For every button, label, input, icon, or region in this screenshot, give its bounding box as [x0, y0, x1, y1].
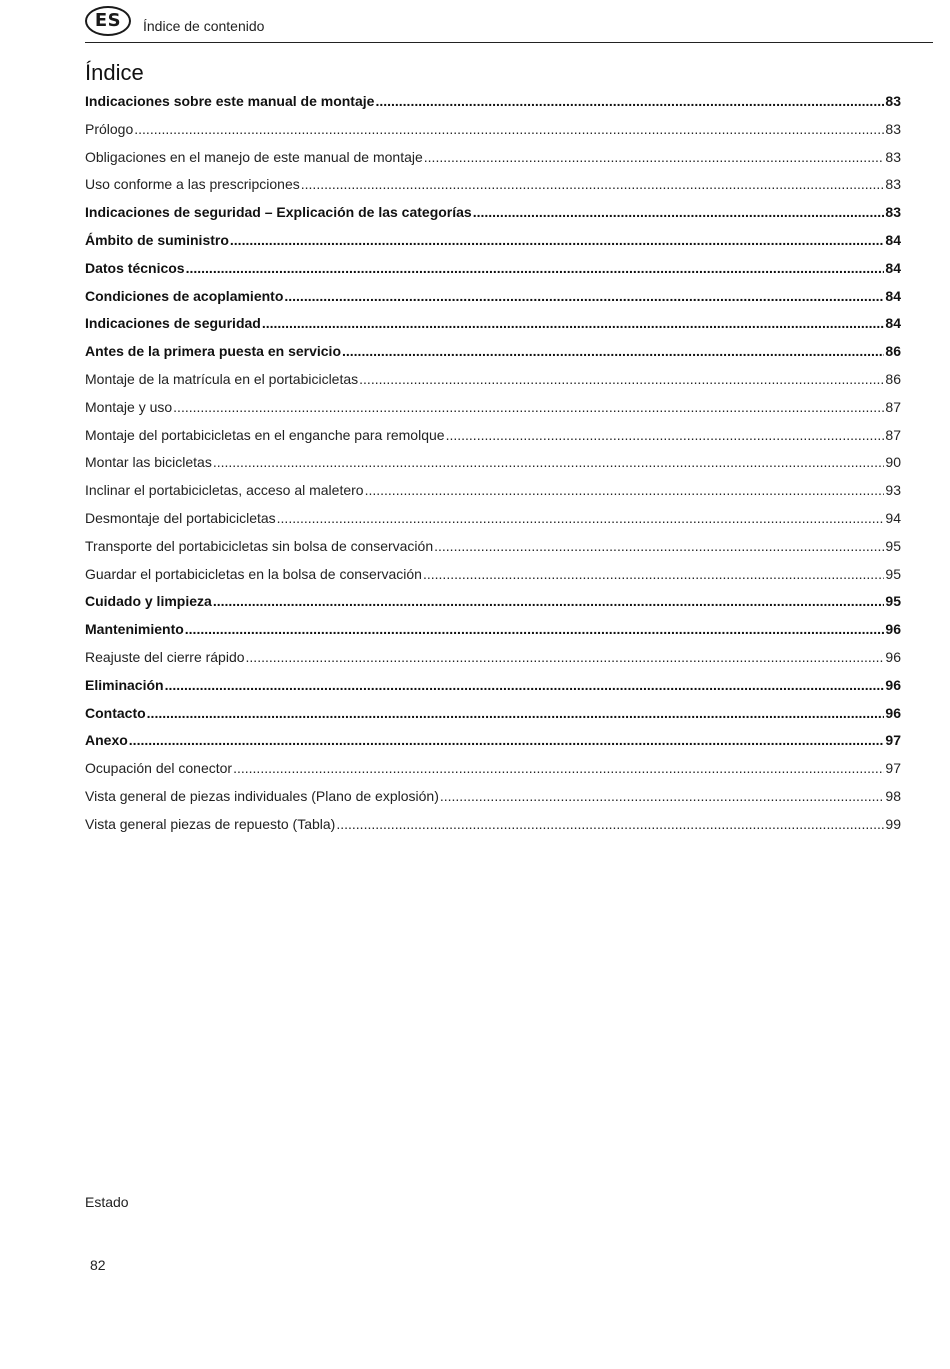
toc-entry-title: Desmontaje del portabicicletas — [85, 509, 276, 526]
toc-entry-title: Ocupación del conector — [85, 760, 233, 777]
toc-entry[interactable] — [85, 561, 901, 589]
dot-leader — [134, 116, 884, 144]
language-badge: ES — [85, 6, 131, 36]
toc-entry[interactable] — [85, 449, 901, 477]
toc-entry-title: Montar las bicicletas — [85, 454, 212, 471]
page-header — [85, 4, 933, 43]
toc-entry[interactable] — [85, 505, 901, 533]
toc-entry[interactable] — [85, 672, 901, 700]
dot-leader — [284, 283, 884, 311]
toc-entry-title: Transporte del portabicicletas sin bolsa de conservación — [85, 537, 434, 554]
toc-entry-page-number: 84 — [885, 287, 901, 304]
toc-entry[interactable] — [85, 338, 901, 366]
dot-leader — [213, 449, 885, 477]
toc-entry[interactable] — [85, 727, 901, 755]
toc-entry[interactable] — [85, 144, 901, 172]
toc-entry-title: Indicaciones de seguridad — [85, 315, 261, 332]
toc-entry[interactable] — [85, 811, 901, 839]
dot-leader — [375, 88, 884, 116]
toc-entry-page-number: 95 — [885, 537, 901, 554]
toc-entry[interactable] — [85, 422, 901, 450]
toc-entry-page-number: 93 — [885, 482, 901, 499]
dot-leader — [147, 700, 885, 728]
toc-entry-title: Cuidado y limpieza — [85, 593, 212, 610]
dot-leader — [336, 811, 884, 839]
toc-entry[interactable] — [85, 644, 901, 672]
dot-leader — [186, 255, 885, 283]
dot-leader — [185, 616, 885, 644]
toc-entry-title: Obligaciones en el manejo de este manual de montaje — [85, 148, 423, 165]
dot-leader — [440, 783, 885, 811]
toc-entry-title: Vista general piezas de repuesto (Tabla) — [85, 815, 336, 832]
toc-entry[interactable] — [85, 477, 901, 505]
toc-entry-title: Indicaciones de seguridad – Explicación de las categorías — [85, 204, 472, 221]
dot-leader — [233, 755, 884, 783]
toc-entry[interactable] — [85, 700, 901, 728]
toc-entry-page-number: 86 — [885, 343, 901, 360]
toc-entry-page-number: 83 — [885, 93, 901, 109]
dot-leader — [246, 644, 885, 672]
toc-entry-page-number: 84 — [885, 259, 901, 276]
toc-entry-title: Anexo — [85, 732, 128, 749]
toc-entry-page-number: 97 — [885, 760, 901, 777]
toc-entry[interactable] — [85, 616, 901, 644]
toc-entry-title: Contacto — [85, 704, 146, 721]
toc-entry-title: Vista general de piezas individuales (Plano de explosión) — [85, 787, 439, 804]
toc-entry-page-number: 96 — [885, 704, 901, 721]
toc-entry-title: Eliminación — [85, 676, 164, 693]
toc-entry[interactable] — [85, 116, 901, 144]
toc-entry-page-number: 84 — [885, 315, 901, 332]
toc-entry-title: Montaje de la matrícula en el portabicicletas — [85, 370, 359, 387]
toc-entry-page-number: 84 — [885, 231, 901, 248]
page-title: Índice — [85, 60, 144, 85]
dot-leader — [434, 533, 884, 561]
toc-entry-page-number: 83 — [885, 120, 901, 137]
dot-leader — [359, 366, 884, 394]
page-number: 82 — [90, 1257, 106, 1273]
dot-leader — [213, 588, 885, 616]
dot-leader — [277, 505, 885, 533]
toc-entry[interactable] — [85, 255, 901, 283]
toc-entry-page-number: 83 — [885, 204, 901, 221]
toc-entry[interactable] — [85, 755, 901, 783]
toc-entry-page-number: 83 — [885, 176, 901, 193]
toc-entry-page-number: 98 — [885, 787, 901, 804]
dot-leader — [262, 310, 885, 338]
toc-entry-page-number: 97 — [885, 732, 901, 749]
dot-leader — [165, 672, 885, 700]
toc-entry[interactable] — [85, 171, 901, 199]
toc-entry-page-number: 95 — [885, 565, 901, 582]
toc-entry-title: Datos técnicos — [85, 259, 185, 276]
toc-entry-page-number: 96 — [885, 621, 901, 638]
toc-entry-title: Guardar el portabicicletas en la bolsa de conservación — [85, 565, 422, 582]
toc-entry-title: Mantenimiento — [85, 621, 184, 638]
dot-leader — [230, 227, 885, 255]
dot-leader — [424, 144, 885, 172]
toc-entry-title: Prólogo — [85, 120, 134, 137]
toc-entry-page-number: 94 — [885, 509, 901, 526]
toc-entry-title: Antes de la primera puesta en servicio — [85, 343, 341, 360]
toc-entry[interactable] — [85, 533, 901, 561]
toc-entry-page-number: 90 — [885, 454, 901, 471]
toc-entry-page-number: 96 — [885, 648, 901, 665]
toc-entry-title: Reajuste del cierre rápido — [85, 648, 245, 665]
dot-leader — [473, 199, 885, 227]
status-label: Estado — [85, 1194, 129, 1210]
toc-entry[interactable] — [85, 310, 901, 338]
toc-entry[interactable] — [85, 199, 901, 227]
dot-leader — [423, 561, 884, 589]
toc-entry-page-number: 87 — [885, 398, 901, 415]
toc-entry-title: Montaje del portabicicletas en el enganche para remolque — [85, 426, 445, 443]
dot-leader — [365, 477, 885, 505]
toc-entry[interactable] — [85, 366, 901, 394]
toc-entry-page-number: 87 — [885, 426, 901, 443]
toc-entry-page-number: 83 — [885, 148, 901, 165]
dot-leader — [129, 727, 885, 755]
toc-entry-page-number: 86 — [885, 370, 901, 387]
toc-entry-title: Condiciones de acoplamiento — [85, 287, 284, 304]
toc-entry-title: Ámbito de suministro — [85, 231, 229, 248]
toc-entry[interactable] — [85, 588, 901, 616]
toc-entry-page-number: 99 — [885, 815, 901, 832]
toc-entry-page-number: 95 — [885, 593, 901, 610]
dot-leader — [173, 394, 884, 422]
header-title: Índice de contenido — [143, 18, 265, 34]
table-of-contents — [85, 88, 901, 839]
dot-leader — [446, 422, 885, 450]
toc-entry-title: Inclinar el portabicicletas, acceso al maletero — [85, 482, 364, 499]
toc-entry-title: Indicaciones sobre este manual de montaje — [85, 93, 375, 109]
dot-leader — [342, 338, 884, 366]
toc-entry-title: Uso conforme a las prescripciones — [85, 176, 300, 193]
toc-entry-title: Montaje y uso — [85, 398, 173, 415]
toc-entry[interactable] — [85, 283, 901, 311]
toc-entry[interactable] — [85, 88, 901, 116]
toc-entry[interactable] — [85, 227, 901, 255]
toc-entry[interactable] — [85, 394, 901, 422]
toc-entry-page-number: 96 — [885, 676, 901, 693]
dot-leader — [301, 171, 885, 199]
toc-entry[interactable] — [85, 783, 901, 811]
